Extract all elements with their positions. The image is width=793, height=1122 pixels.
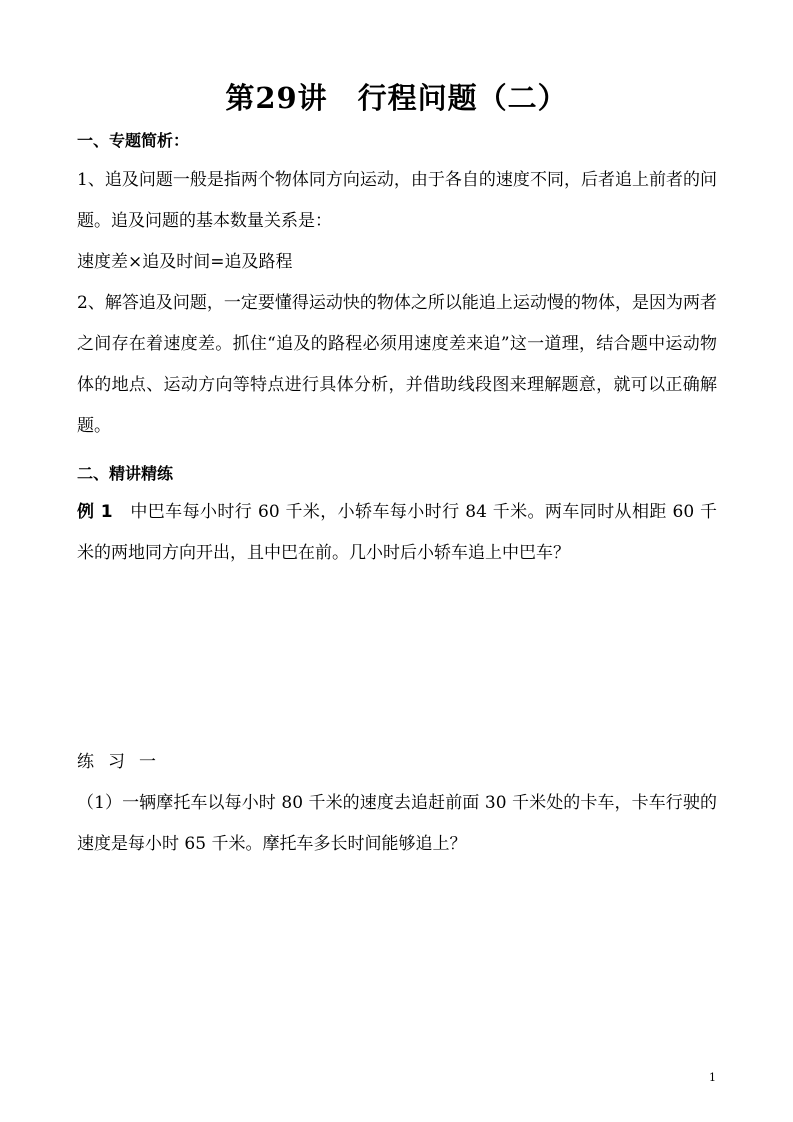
paragraph-method: 2、解答追及问题，一定要懂得运动快的物体之所以能追上运动慢的物体，是因为两者之间存在着速度差。抓住“追及的路程必须用速度差来追”这一道理，结合题中运动物体的地点、运动方向等特点进行具体分析，并借助线段图来理解题意，就可以正确解题。 [77, 293, 717, 436]
section-heading-analysis: 一、专题简析： [77, 131, 190, 150]
example-1 [77, 492, 717, 574]
formula-line: 速度差×追及时间=追及路程 [77, 252, 293, 272]
section-heading-practice: 二、精讲精练 [77, 464, 174, 483]
example-1-text: 中巴车每小时行 60 千米，小轿车每小时行 84 千米。两车同时从相距 60 千米的两地同方向开出，且中巴在前。几小时后小轿车追上中巴车？ [77, 502, 717, 563]
paragraph-definition: 1、追及问题一般是指两个物体同方向运动，由于各自的速度不同，后者追上前者的问题。追及问题的基本数量关系是： [77, 170, 717, 231]
exercise-problem-1: （1）一辆摩托车以每小时 80 千米的速度去追赶前面 30 千米处的卡车，卡车行驶的速度是每小时 65 千米。摩托车多长时间能够追上？ [77, 793, 717, 854]
page-number: 1 [709, 1071, 716, 1084]
exercise-heading: 练习一 [77, 752, 170, 772]
example-1-label: 例 1 [77, 502, 113, 522]
page-title: 第29讲 行程问题（二） [225, 81, 568, 115]
